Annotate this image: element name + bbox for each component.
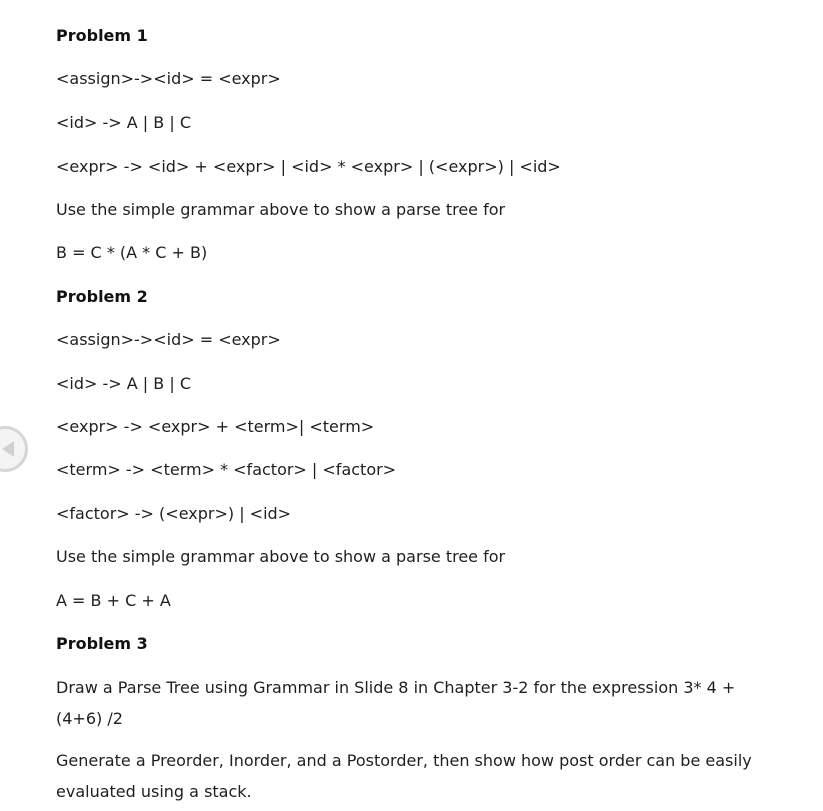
problem-3-title: Problem 3 bbox=[56, 634, 148, 653]
problem-2-rule-factor: <factor> -> (<expr>) | <id> bbox=[56, 504, 292, 523]
problem-1-rule-expr: <expr> -> <id> + <expr> | <id> * <expr> | (<expr>) | <id> bbox=[56, 157, 561, 176]
problem-1-title: Problem 1 bbox=[56, 26, 148, 45]
problem-2-instruction: Use the simple grammar above to show a parse tree for bbox=[56, 547, 506, 566]
problem-2-rule-expr: <expr> -> <expr> + <term>| <term> bbox=[56, 417, 375, 436]
problem-2-rule-id: <id> -> A | B | C bbox=[56, 374, 191, 393]
problem-1-rule-assign: <assign>-><id> = <expr> bbox=[56, 69, 281, 88]
problem-2-rule-term: <term> -> <term> * <factor> | <factor> bbox=[56, 460, 397, 479]
problem-1-instruction: Use the simple grammar above to show a parse tree for bbox=[56, 200, 506, 219]
problem-1-rule-id: <id> -> A | B | C bbox=[56, 113, 191, 132]
problem-2-rule-assign: <assign>-><id> = <expr> bbox=[56, 330, 281, 349]
problem-3-paragraph-traversal: Generate a Preorder, Inorder, and a Postorder, then show how post order can be easily evaluated using a stack. bbox=[56, 751, 752, 801]
problem-1-expression: B = C * (A * C + B) bbox=[56, 243, 208, 262]
chevron-left-icon bbox=[1, 440, 15, 458]
problem-2-expression: A = B + C + A bbox=[56, 591, 171, 610]
back-nav-button[interactable] bbox=[0, 426, 28, 472]
problem-3-paragraph-parse-tree: Draw a Parse Tree using Grammar in Slide 8 in Chapter 3-2 for the expression 3* 4 + (4+6) /2 bbox=[56, 678, 736, 728]
problem-2-title: Problem 2 bbox=[56, 287, 148, 306]
